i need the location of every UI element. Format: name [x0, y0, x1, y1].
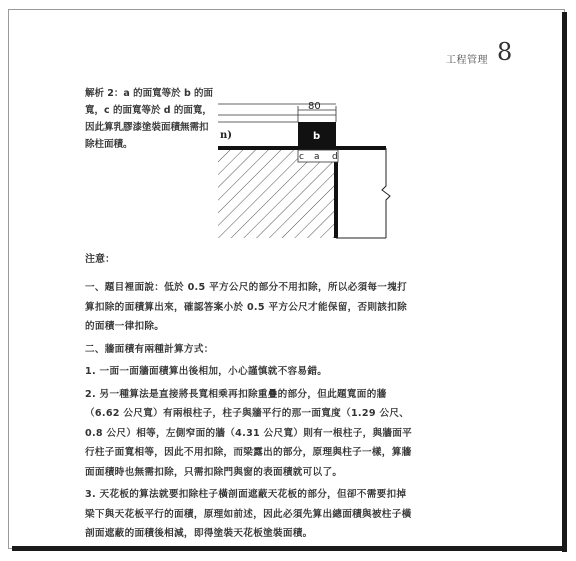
notes-title: 注意：	[85, 254, 115, 265]
column-diagram	[218, 98, 408, 248]
section-label: 工程管理	[446, 55, 488, 66]
note-paragraph: 二、牆面積有兩種計算方式：	[85, 343, 214, 355]
note-paragraph: 3. 天花板的算法就要扣除柱子橫剖面遮蔽天花板的部分，但卻不需要扣掉梁下與天花板平行的面積，原理如前述，因此必須先算出總面積與被柱子橫剖面遮蔽的面積後相減，即得塗裝天花板塗裝面積。	[85, 489, 412, 539]
label-b: b	[313, 131, 321, 142]
notes-body	[85, 278, 415, 547]
page-shadow-right	[562, 12, 567, 552]
label-d: d	[332, 152, 338, 162]
label-a: a	[314, 152, 320, 162]
dimension-label: 80	[308, 101, 321, 112]
page-shadow-bottom	[12, 546, 567, 551]
note-paragraph: 一、題目裡面說：低於 0.5 平方公尺的部分不用扣除，所以必須每一塊打算扣除的面積算出來，確認答案小於 0.5 平方公尺才能保留，否則該扣除的面積一律扣除。	[85, 282, 407, 332]
hatched-wall	[218, 150, 336, 238]
note-paragraph: 1. 一面一面牆面積算出後相加，小心謹慎就不容易錯。	[85, 366, 328, 377]
analysis-text: 解析 2：a 的面寬等於 b 的面寬，c 的面寬等於 d 的面寬，因此算乳膠漆塗裝面積無需扣除柱面積。	[85, 88, 214, 150]
page-number: 8	[497, 38, 513, 66]
note-paragraph: 2. 另一種算法是直接將長寬相乘再扣除重疊的部分，但此題寬面的牆（6.62 公尺寬）有兩根柱子，柱子與牆平行的那一面寬度（1.29 公尺、0.8 公尺）相等，左側窄面的牆（4.31 公尺寬）則有一根柱子，與牆面平行柱子面寬相等，因此不用扣除，而梁露出的部分，原理與柱子一樣，算牆面面積時也無需扣除，只需扣除門與窗的表面積就可以了。	[85, 388, 413, 478]
label-c: c	[299, 152, 304, 162]
partial-label: n)	[220, 130, 233, 141]
